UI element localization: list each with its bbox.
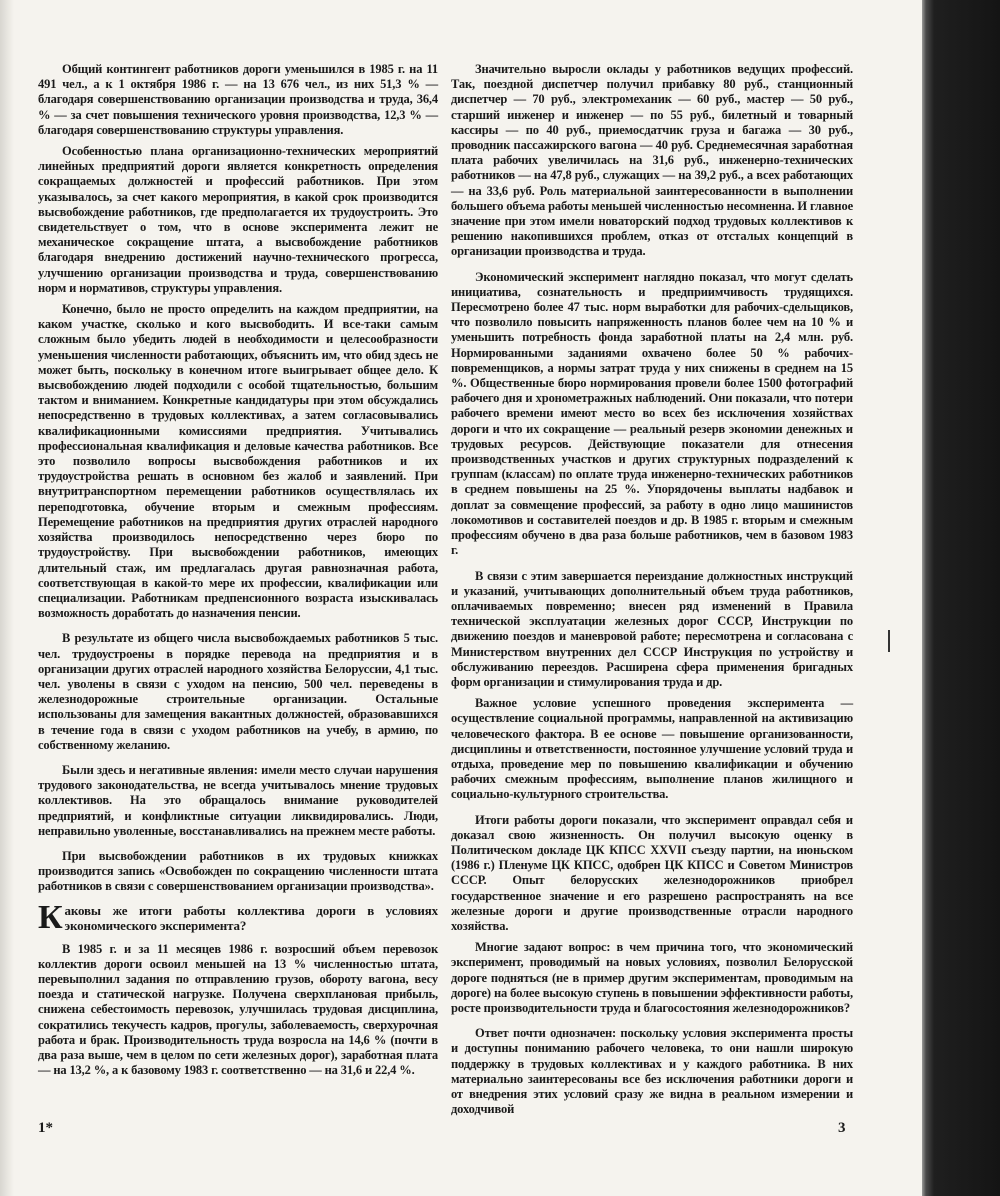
paragraph: Важное условие успешного проведения эксперимента — осуществление социальной программы, направленной на активизацию человеческого фактора. В ее основе — повышение организованности, дисциплины и ответственности, постоянное улучшение условий труда и отдыха, проведение мер по повышению квалификации и обучению рабочих смежным профессиям, выполнение планов жилищного и социально-культурного строительства.	[451, 696, 853, 802]
paragraph: В 1985 г. и за 11 месяцев 1986 г. возросший объем перевозок коллектив дороги освоил меньшей на 13 % численностью штата, перевыполнил задания по отправлению грузов, обороту вагона, весу поезда и статической нагрузке. Получена сверхплановая прибыль, снижена себестоимость перевозок, улучшилась трудовая дисциплина, сократились текучесть кадров, прогулы, заболеваемость, сверхурочная работа и брак. Производительность труда возросла на 14,6 % (почти в два раза выше, чем в целом по сети железных дорог), заработная плата — на 13,2 %, а к базовому 1983 г. соответственно — на 31,6 и 22,4 %.	[38, 941, 438, 1078]
section-heading	[38, 898, 438, 936]
paragraph: Значительно выросли оклады у работников ведущих профессий. Так, поездной диспетчер получил прибавку 80 руб., станционный диспетчер — 70 руб., электромеханик — 60 руб., мастер — 50 руб., старший инженер и инженер — по 55 руб., билетный и товарный кассиры — по 40 руб., приемосдатчик груза и багажа — 30 руб., проводник пассажирского вагона — 40 руб. Среднемесячная заработная плата рабочих увеличилась на 31,6 руб., инженерно-технических работников — на 47,8 руб., служащих — на 39,2 руб., а всех работающих — на 33,6 руб. Роль материальной заинтересованности в выполнении большего объема работы меньшей численностью несомненна. И главное значение при этом имели новаторский подход трудовых коллективов к решению накопившихся проблем, отказ от отсталых концепций в организации производства и труда.	[451, 62, 853, 259]
scanner-dark-edge	[922, 0, 1000, 1196]
paragraph: В связи с этим завершается переиздание должностных инструкций и указаний, учитывающих дополнительный объем труда работников, оплачиваемых повременно; внесен ряд изменений в Правила технической эксплуатации железных дорог СССР, Инструкции по движению поездов и маневровой работе; пересмотрена и согласована с Министерством внутренних дел СССР Инструкция по устройству и обслуживанию переездов. Расширена сфера применения бригадных форм организации и стимулирования труда и др.	[451, 568, 853, 689]
paragraph: Общий контингент работников дороги уменьшился в 1985 г. на 11 491 чел., а к 1 октября 1986 г. — на 13 676 чел., из них 51,3 % — благодаря совершенствованию организации производства и труда, 36,4 % — за счет повышения технического уровня производства, 12,3 % — благодаря совершенствованию структуры управления.	[38, 62, 438, 137]
right-column	[451, 62, 853, 1123]
paragraph: Многие задают вопрос: в чем причина того, что экономический эксперимент, проводимый на новых условиях, позволил Белорусской дороге подняться (не в пример другим экспериментам, проводимым на дороге) на более высокую ступень в повышении эффективности работы, росте производительности труда и благосостояния железнодорожников?	[451, 940, 853, 1015]
heading-text: аковы же итоги работы коллектива дороги в условиях экономического эксперимента?	[64, 902, 438, 934]
page-left-edge-shadow	[0, 0, 14, 1196]
heading-dropcap: К	[38, 898, 63, 936]
paragraph: Экономический эксперимент наглядно показал, что могут сделать инициатива, сознательность и предприимчивость трудящихся. Пересмотрено более 47 тыс. норм выработки для рабочих-сдельщиков, что позволило повысить напряженность планов более чем на 10 % и уменьшить потребность фонда заработной платы на 2,4 млн. руб. Нормированными заданиями охвачено более 50 % рабочих-повременщиков, а нормы затрат труда у них снижены в среднем на 15 %. Общественные бюро нормирования провели более 1500 фотографий рабочего дня и хронометражных наблюдений. Они показали, что потери рабочего времени имеют место во всех без исключения хозяйствах дороги и что их сокращение — реальный резерв экономии денежных и трудовых ресурсов. Действующие показатели для отнесения производственных участков и других структурных подразделений к группам (классам) по оплате труда инженерно-технических работников в среднем повышены на 25 %. Упорядочены выплаты надбавок и доплат за совмещение профессий, за работу в одно лицо машинистов локомотивов и составителей поездов и др. В 1985 г. вторым и смежным профессиям обучено в два раза больше работников, чем в базовом 1983 г.	[451, 269, 853, 558]
paragraph: Особенностью плана организационно-технических мероприятий линейных предприятий дороги является конкретность определения сокращаемых должностей и профессий работников. При этом указывалось, за счет какого мероприятия, в какой срок производится высвобождение работников, где предполагается их трудоустроить. Это свидетельствует о том, что в основе эксперимента лежит не механическое сокращение штата, а высвобождение работников благодаря внедрению достижений научно-технического прогресса, улучшению организации производства и труда, совершенствованию норм и нормативов, структуры управления.	[38, 144, 438, 295]
page-number: 3	[838, 1120, 846, 1136]
margin-mark	[888, 630, 890, 652]
left-column	[38, 62, 438, 1084]
paragraph: Ответ почти однозначен: поскольку условия эксперимента просты и доступны пониманию рабочего человека, то они нашли широкую поддержку в трудовых коллективах и у каждого работника. В них материально заинтересованы все без исключения работники дороги и от внедрения этих условий сразу же видна в реальном измерении и доходчивой	[451, 1026, 853, 1117]
paragraph: При высвобождении работников в их трудовых книжках производится запись «Освобожден по сокращению численности штата работников в связи с совершенствованием организации производства».	[38, 848, 438, 894]
page-folio-left: 1*	[38, 1120, 53, 1136]
paragraph: Были здесь и негативные явления: имели место случаи нарушения трудового законодательства, не всегда учитывалось мнение трудовых коллективов. На это обращалось внимание руководителей предприятий, и конфликтные ситуации ликвидировались. Люди, неправильно уволенные, восстанавливались на прежнем месте работы.	[38, 762, 438, 838]
paragraph: Конечно, было не просто определить на каждом предприятии, на каком участке, сколько и кого высвободить. И все-таки самым сложным было убедить людей в необходимости и целесообразности уменьшения численности работающих, объяснить им, что обид здесь не может быть, поскольку в конечном итоге выигрывает общее дело. К высвобождению людей подходили с особой тщательностью, большим тактом и вниманием. Конкретные кандидатуры при этом обсуждались непосредственно в трудовых коллективах, а затем согласовывались квалификационными комиссиями предприятия. Учитывались профессиональная квалификация и деловые качества работников. Все это позволило вопросы высвобождения работников и их трудоустройства решать в основном без жалоб и заявлений. При внутритранспортном перемещении работников осуществлялась их переподготовка, обучение вторым и смежным профессиям. Перемещение работников на предприятия других отраслей народного хозяйства производилось непосредственно через бюро по трудоустройству. При высвобождении работников, имеющих длительный стаж, им предлагалась другая равнозначная работа, соответствующая в какой-то мере их профессии, квалификации или специализации. Работникам предпенсионного возраста изыскивалась возможность доработать до назначения пенсии.	[38, 302, 438, 621]
paragraph: В результате из общего числа высвобождаемых работников 5 тыс. чел. трудоустроены в порядке перевода на предприятия и в организации других отраслей народного хозяйства Белоруссии, 4,1 тыс. чел. уволены в связи с уходом на пенсию, 500 чел. переведены в железнодорожные строительные организации. Остальные использованы для замещения вакантных должностей, образовавшихся в течение года в связи с уходом работников на учебу, в армию, по собственному желанию.	[38, 631, 438, 752]
paragraph: Итоги работы дороги показали, что эксперимент оправдал себя и доказал свою жизненность. Он получил высокую оценку в Политическом докладе ЦК КПСС XXVII съезду партии, на июньском (1986 г.) Пленуме ЦК КПСС, одобрен ЦК КПСС и Советом Министров СССР. Опыт белорусских железнодорожников приобрел государственное значение и его разрешено распространять на все железные дороги и другие производственные отрасли народного хозяйства.	[451, 812, 853, 933]
